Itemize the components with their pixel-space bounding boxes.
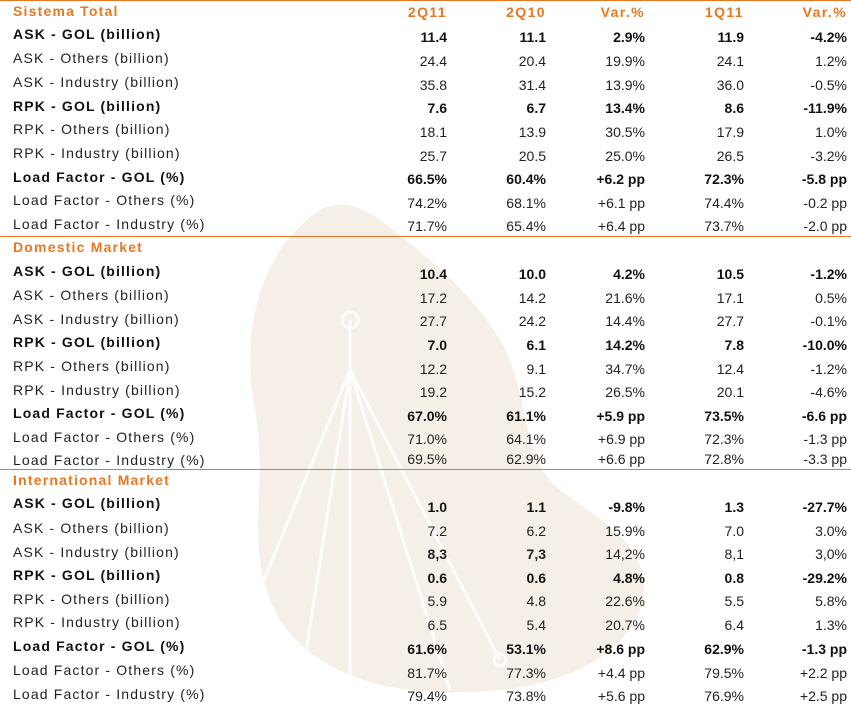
value-cell: 26.5% xyxy=(605,383,645,400)
value-cell: 6.7 xyxy=(526,99,546,116)
column-header: 1Q11 xyxy=(648,1,747,23)
value-cell: 17.9 xyxy=(716,123,744,140)
value-cell: 0.6 xyxy=(427,569,447,586)
value-cell: 7.8 xyxy=(724,336,744,353)
table-row xyxy=(0,118,851,142)
value-cell: 68.1% xyxy=(506,194,546,211)
value-cell: 60.4% xyxy=(506,170,546,187)
row-label: Load Factor - GOL (%) xyxy=(13,168,186,185)
value-cell: 81.7% xyxy=(407,664,447,681)
value-cell: 15.9% xyxy=(605,522,645,539)
table-row xyxy=(0,541,851,564)
value-cell: 25.0% xyxy=(605,147,645,164)
value-cell: 65.4% xyxy=(506,218,546,234)
value-cell: 24.4 xyxy=(419,52,447,69)
row-label: RPK - Others (billion) xyxy=(13,120,171,137)
value-cell: -4.2% xyxy=(810,28,847,45)
row-label: Load Factor - GOL (%) xyxy=(13,637,186,654)
table-row xyxy=(0,683,851,706)
value-cell: 31.4 xyxy=(518,76,546,93)
row-label: RPK - Industry (billion) xyxy=(13,381,181,398)
row-label: Load Factor - Industry (%) xyxy=(13,451,206,468)
value-cell: 1.0 xyxy=(427,498,447,515)
column-header: Var.% xyxy=(747,1,851,23)
value-cell: +6.6 pp xyxy=(597,451,645,467)
value-cell: 3.0% xyxy=(815,522,847,539)
value-cell: 15.2 xyxy=(518,383,546,400)
value-cell: 24.1 xyxy=(716,52,744,69)
value-cell: 10.0 xyxy=(518,265,546,282)
value-cell: -29.2% xyxy=(802,569,847,586)
value-cell: -0.5% xyxy=(810,76,847,93)
value-cell: 14.4% xyxy=(605,312,645,329)
value-cell: 13.9 xyxy=(518,123,546,140)
value-cell: 6.5 xyxy=(427,616,447,633)
value-cell: -3.3 pp xyxy=(803,451,847,467)
value-cell: 7.0 xyxy=(427,336,447,353)
value-cell: 14,2% xyxy=(605,545,645,562)
value-cell: 12.4 xyxy=(716,360,744,377)
table-row xyxy=(0,449,851,470)
value-cell: -3.2% xyxy=(810,147,847,164)
table-row xyxy=(0,166,851,189)
row-label: ASK - GOL (billion) xyxy=(13,494,162,511)
value-cell: 7.6 xyxy=(427,99,447,116)
value-cell: 25.7 xyxy=(419,147,447,164)
value-cell: 67.0% xyxy=(407,407,447,424)
row-label: RPK - GOL (billion) xyxy=(13,333,162,350)
table-row xyxy=(0,142,851,166)
value-cell: 14.2 xyxy=(518,289,546,306)
value-cell: -1.3 pp xyxy=(801,640,847,657)
value-cell: -5.8 pp xyxy=(801,170,847,187)
row-label: Load Factor - GOL (%) xyxy=(13,404,186,421)
value-cell: 11.1 xyxy=(519,28,546,45)
row-label: RPK - Others (billion) xyxy=(13,590,171,607)
value-cell: 1.3 xyxy=(724,498,744,515)
value-cell: +5.6 pp xyxy=(597,687,645,704)
value-cell: -10.0% xyxy=(802,336,847,353)
section-title: Domestic Market xyxy=(0,237,350,260)
value-cell: 71.0% xyxy=(407,430,447,447)
value-cell: 5.4 xyxy=(526,616,546,633)
value-cell: 20.4 xyxy=(518,52,546,69)
value-cell: 18.1 xyxy=(419,123,447,140)
value-cell: 14.2% xyxy=(605,336,645,353)
empty-cell xyxy=(747,237,851,260)
value-cell: +4.4 pp xyxy=(597,664,645,681)
row-label: Load Factor - Others (%) xyxy=(13,191,196,208)
row-label: Load Factor - Industry (%) xyxy=(13,685,206,702)
row-label: ASK - Industry (billion) xyxy=(13,543,180,560)
value-cell: 77.3% xyxy=(506,664,546,681)
table-row xyxy=(0,189,851,213)
value-cell: +6.1 pp xyxy=(597,194,645,211)
table-row xyxy=(0,635,851,659)
value-cell: 66.5% xyxy=(407,170,447,187)
value-cell: +6.9 pp xyxy=(597,430,645,447)
empty-cell xyxy=(350,237,450,260)
value-cell: 19.9% xyxy=(605,52,645,69)
value-cell: 10.4 xyxy=(419,265,447,282)
row-label: ASK - Others (billion) xyxy=(13,286,170,303)
table-row xyxy=(0,213,851,237)
value-cell: 5.5 xyxy=(724,592,744,609)
table-row xyxy=(0,379,851,402)
value-cell: 26.5 xyxy=(716,147,744,164)
row-label: RPK - GOL (billion) xyxy=(13,566,162,583)
value-cell: 1.0% xyxy=(815,123,847,140)
table-row xyxy=(0,308,851,331)
value-cell: 5.9 xyxy=(427,592,447,609)
empty-cell xyxy=(450,470,549,492)
value-cell: 36.0 xyxy=(716,76,744,93)
value-cell: 5.8% xyxy=(815,592,847,609)
row-label: ASK - Industry (billion) xyxy=(13,310,180,327)
table-row xyxy=(0,402,851,426)
value-cell: 6.1 xyxy=(526,336,546,353)
row-label: ASK - Others (billion) xyxy=(13,519,170,536)
table-row xyxy=(0,517,851,541)
value-cell: 11.9 xyxy=(717,28,744,45)
value-cell: 74.2% xyxy=(407,194,447,211)
value-cell: -27.7% xyxy=(802,498,847,515)
value-cell: 20.5 xyxy=(518,147,546,164)
value-cell: -2.0 pp xyxy=(803,218,847,234)
empty-cell xyxy=(549,237,648,260)
table-row xyxy=(0,355,851,379)
section-header-row xyxy=(0,237,851,260)
value-cell: 73.7% xyxy=(704,218,744,234)
value-cell: -9.8% xyxy=(608,498,645,515)
value-cell: 8,3 xyxy=(427,545,447,562)
value-cell: 12.2 xyxy=(419,360,447,377)
empty-cell xyxy=(450,237,549,260)
value-cell: -0.2 pp xyxy=(803,194,847,211)
empty-cell xyxy=(350,470,450,492)
value-cell: 2.9% xyxy=(613,28,645,45)
value-cell: 20.1 xyxy=(716,383,744,400)
value-cell: 30.5% xyxy=(605,123,645,140)
row-label: RPK - Others (billion) xyxy=(13,357,171,374)
value-cell: 9.1 xyxy=(526,360,546,377)
value-cell: 72.3% xyxy=(704,170,744,187)
value-cell: 8,1 xyxy=(724,545,744,562)
column-header: 2Q10 xyxy=(450,1,549,23)
table-row xyxy=(0,260,851,284)
value-cell: 62.9% xyxy=(506,451,546,467)
value-cell: 7,3 xyxy=(526,545,546,562)
value-cell: -1.2% xyxy=(810,360,847,377)
value-cell: 76.9% xyxy=(704,687,744,704)
value-cell: 1.2% xyxy=(815,52,847,69)
value-cell: 6.4 xyxy=(724,616,744,633)
value-cell: 79.5% xyxy=(704,664,744,681)
value-cell: 3,0% xyxy=(815,545,847,562)
value-cell: -6.6 pp xyxy=(801,407,847,424)
value-cell: 21.6% xyxy=(605,289,645,306)
table-row xyxy=(0,492,851,517)
value-cell: 0.5% xyxy=(815,289,847,306)
empty-cell xyxy=(549,470,648,492)
row-label: Load Factor - Others (%) xyxy=(13,428,196,445)
value-cell: -0.1% xyxy=(810,312,847,329)
value-cell: 27.7 xyxy=(419,312,447,329)
value-cell: 1.1 xyxy=(526,498,546,515)
value-cell: 0.8 xyxy=(724,569,744,586)
value-cell: 4.2% xyxy=(613,265,645,282)
value-cell: +6.4 pp xyxy=(597,218,645,234)
value-cell: 10.5 xyxy=(716,265,744,282)
value-cell: 72.3% xyxy=(704,430,744,447)
table-row xyxy=(0,564,851,588)
table-row xyxy=(0,331,851,355)
value-cell: 61.1% xyxy=(506,407,546,424)
value-cell: 8.6 xyxy=(724,99,744,116)
row-label: Load Factor - Industry (%) xyxy=(13,215,206,232)
empty-cell xyxy=(747,470,851,492)
row-label: ASK - Others (billion) xyxy=(13,49,170,66)
row-label: RPK - Industry (billion) xyxy=(13,144,181,161)
value-cell: 61.6% xyxy=(407,640,447,657)
table-row xyxy=(0,588,851,611)
table-row xyxy=(0,426,851,449)
section-title: Sistema Total xyxy=(0,1,350,23)
value-cell: 34.7% xyxy=(605,360,645,377)
value-cell: 22.6% xyxy=(605,592,645,609)
table-row xyxy=(0,23,851,47)
row-label: RPK - GOL (billion) xyxy=(13,97,162,114)
row-label: RPK - Industry (billion) xyxy=(13,613,181,630)
value-cell: 79.4% xyxy=(407,687,447,704)
row-label: ASK - GOL (billion) xyxy=(13,25,162,42)
value-cell: 13.4% xyxy=(605,99,645,116)
value-cell: 7.0 xyxy=(724,522,744,539)
value-cell: 4.8 xyxy=(526,592,546,609)
value-cell: 1.3% xyxy=(815,616,847,633)
value-cell: -1.2% xyxy=(810,265,847,282)
value-cell: 71.7% xyxy=(407,218,447,234)
value-cell: 6.2 xyxy=(526,522,546,539)
row-label: ASK - GOL (billion) xyxy=(13,262,162,279)
value-cell: 64.1% xyxy=(506,430,546,447)
value-cell: +2.2 pp xyxy=(799,664,847,681)
value-cell: 72.8% xyxy=(704,451,744,467)
table-row xyxy=(0,659,851,683)
value-cell: -11.9% xyxy=(803,99,847,116)
value-cell: 53.1% xyxy=(506,640,546,657)
column-header: 2Q11 xyxy=(350,1,450,23)
value-cell: 74.4% xyxy=(704,194,744,211)
value-cell: 17.2 xyxy=(419,289,447,306)
section-header-row xyxy=(0,1,851,23)
empty-cell xyxy=(648,237,747,260)
empty-cell xyxy=(648,470,747,492)
value-cell: +6.2 pp xyxy=(596,170,645,187)
value-cell: 17.1 xyxy=(716,289,744,306)
table-row xyxy=(0,611,851,635)
value-cell: -1.3 pp xyxy=(803,430,847,447)
row-label: Load Factor - Others (%) xyxy=(13,661,196,678)
value-cell: 13.9% xyxy=(605,76,645,93)
section-header-row xyxy=(0,470,851,492)
value-cell: 4.8% xyxy=(613,569,645,586)
value-cell: -4.6% xyxy=(810,383,847,400)
table-row xyxy=(0,284,851,308)
table-row xyxy=(0,95,851,118)
value-cell: 19.2 xyxy=(419,383,447,400)
value-cell: 27.7 xyxy=(716,312,744,329)
value-cell: +2.5 pp xyxy=(799,687,847,704)
value-cell: 62.9% xyxy=(704,640,744,657)
row-label: ASK - Industry (billion) xyxy=(13,73,180,90)
value-cell: 20.7% xyxy=(605,616,645,633)
value-cell: +5.9 pp xyxy=(596,407,645,424)
value-cell: 7.2 xyxy=(427,522,447,539)
value-cell: 24.2 xyxy=(518,312,546,329)
value-cell: 73.5% xyxy=(704,407,744,424)
section-title: International Market xyxy=(0,470,350,492)
table-row xyxy=(0,71,851,95)
value-cell: 73.8% xyxy=(506,687,546,704)
value-cell: 0.6 xyxy=(526,569,546,586)
value-cell: +8.6 pp xyxy=(596,640,645,657)
value-cell: 69.5% xyxy=(407,451,447,467)
table-row xyxy=(0,47,851,71)
column-header: Var.% xyxy=(549,1,648,23)
value-cell: 11.4 xyxy=(420,28,447,45)
value-cell: 35.8 xyxy=(419,76,447,93)
